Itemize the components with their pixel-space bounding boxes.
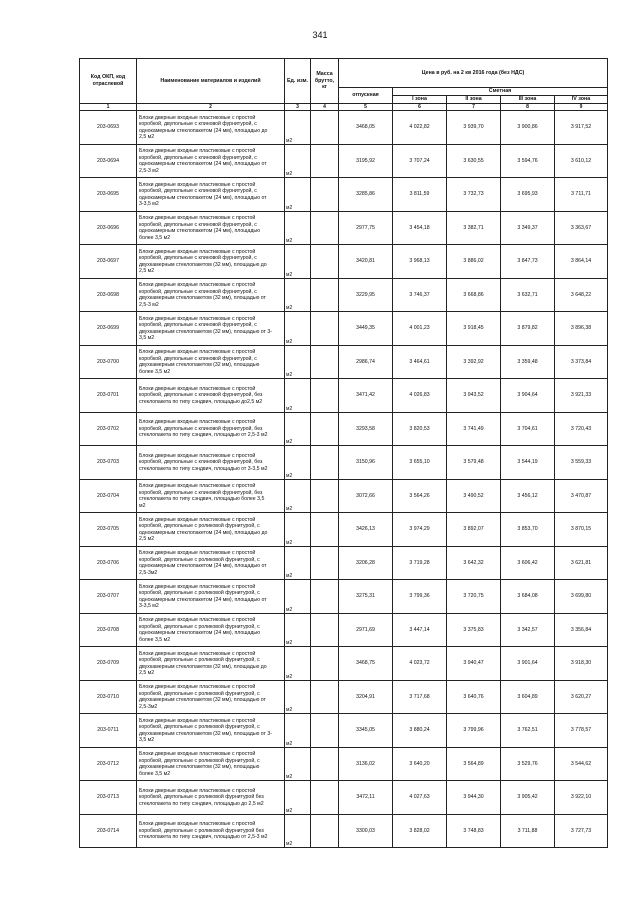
row-price-otpusk: 2971,69	[339, 613, 393, 647]
row-price-zone-4: 3 610,12	[555, 144, 608, 178]
row-unit: м2	[285, 278, 311, 312]
row-code: 203-0709	[80, 647, 137, 681]
row-price-zone-3: 3 695,93	[501, 178, 555, 212]
row-mass	[311, 211, 339, 245]
row-price-zone-1: 3 828,02	[393, 814, 447, 848]
row-price-zone-4: 3 918,30	[555, 647, 608, 681]
row-price-zone-3: 3 711,88	[501, 814, 555, 848]
row-name: Блоки дверные входные пластиковые с простой коробкой, двупольные с роликовой фурнитурой, с двухкамерным стеклопакетом (32 мм), площадью до 2,5 м2	[137, 647, 285, 681]
row-price-zone-4: 3 711,71	[555, 178, 608, 212]
table-row	[80, 278, 608, 312]
row-price-zone-1: 3 719,28	[393, 546, 447, 580]
row-price-zone-1: 3 799,36	[393, 580, 447, 614]
row-unit: м2	[285, 781, 311, 815]
row-price-otpusk: 3229,95	[339, 278, 393, 312]
row-price-zone-3: 3 900,86	[501, 111, 555, 145]
row-name: Блоки дверные входные пластиковые с простой коробкой, двупольные с роликовой фурнитурой, с двухкамерным стеклопакетом (32 мм), площадью от 3-3,5 м2	[137, 714, 285, 748]
row-mass	[311, 647, 339, 681]
row-price-zone-3: 3 594,76	[501, 144, 555, 178]
row-price-zone-1: 4 022,82	[393, 111, 447, 145]
row-price-otpusk: 2977,75	[339, 211, 393, 245]
row-name: Блоки дверные входные пластиковые с простой коробкой, двупольные с клиновой фурнитурой, без стеклопакета по типу сэндвич, площадью от 3-3,5 м2	[137, 446, 285, 480]
row-mass	[311, 680, 339, 714]
row-price-zone-2: 3 918,45	[447, 312, 501, 346]
row-unit: м2	[285, 613, 311, 647]
row-price-otpusk: 3472,11	[339, 781, 393, 815]
row-unit: м2	[285, 111, 311, 145]
row-price-zone-4: 3 922,10	[555, 781, 608, 815]
row-price-zone-1: 3 811,59	[393, 178, 447, 212]
table-row	[80, 211, 608, 245]
row-price-zone-4: 3 363,67	[555, 211, 608, 245]
table-row	[80, 379, 608, 413]
table-row	[80, 781, 608, 815]
row-name: Блоки дверные входные пластиковые с простой коробкой, двупольные с роликовой фурнитурой без стеклопакета по типу сэндвич, площадью до 2,5 м2	[137, 781, 285, 815]
row-price-zone-4: 3 470,87	[555, 479, 608, 513]
row-code: 203-0694	[80, 144, 137, 178]
table-row	[80, 647, 608, 681]
row-price-otpusk: 2986,74	[339, 345, 393, 379]
row-price-zone-1: 3 564,26	[393, 479, 447, 513]
row-price-zone-2: 3 741,49	[447, 412, 501, 446]
row-name: Блоки дверные входные пластиковые с простой коробкой, двупольные с клиновой фурнитурой, с двухкамерным стеклопакетом (32 мм), площадью от 3-3,5 м2	[137, 312, 285, 346]
row-name: Блоки дверные входные пластиковые с простой коробкой, двупольные с клиновой фурнитурой, с однокамерным стеклопакетом (24 мм), площадью от 3-3,5 м2	[137, 178, 285, 212]
row-name: Блоки дверные входные пластиковые с простой коробкой, двупольные с клиновой фурнитурой, с однокамерным стеклопакетом (24 мм), площадью более 3,5 м2	[137, 211, 285, 245]
header-price-group: Цена в руб. на 2 кв 2016 года (без НДС)	[339, 59, 608, 88]
row-price-zone-1: 3 717,68	[393, 680, 447, 714]
row-mass	[311, 513, 339, 547]
column-number: 9	[555, 104, 608, 111]
row-price-zone-2: 3 392,92	[447, 345, 501, 379]
row-code: 203-0699	[80, 312, 137, 346]
row-unit: м2	[285, 446, 311, 480]
row-unit: м2	[285, 144, 311, 178]
row-price-zone-4: 3 778,57	[555, 714, 608, 748]
row-code: 203-0714	[80, 814, 137, 848]
row-mass	[311, 111, 339, 145]
row-price-zone-1: 3 974,29	[393, 513, 447, 547]
row-price-zone-1: 3 447,14	[393, 613, 447, 647]
row-price-zone-3: 3 349,37	[501, 211, 555, 245]
row-price-otpusk: 3275,31	[339, 580, 393, 614]
row-price-zone-3: 3 632,71	[501, 278, 555, 312]
row-code: 203-0712	[80, 747, 137, 781]
row-price-zone-3: 3 704,61	[501, 412, 555, 446]
column-number: 2	[137, 104, 285, 111]
row-price-zone-4: 3 864,14	[555, 245, 608, 279]
row-price-zone-2: 3 732,73	[447, 178, 501, 212]
header-name: Наименование материалов и изделий	[137, 59, 285, 104]
row-price-zone-1: 4 026,83	[393, 379, 447, 413]
row-unit: м2	[285, 345, 311, 379]
row-name: Блоки дверные входные пластиковые с простой коробкой, двупольные с роликовой фурнитурой, с однокамерным стеклопакетом (24 мм), площадью более 3,5 м2	[137, 613, 285, 647]
row-mass	[311, 814, 339, 848]
row-unit: м2	[285, 412, 311, 446]
row-price-zone-3: 3 901,64	[501, 647, 555, 681]
row-mass	[311, 546, 339, 580]
row-mass	[311, 479, 339, 513]
row-price-zone-3: 3 879,82	[501, 312, 555, 346]
row-name: Блоки дверные входные пластиковые с простой коробкой, двупольные с роликовой фурнитурой, с двухкамерным стеклопакетом (32 мм), площадью более 3,5 м2	[137, 747, 285, 781]
row-price-zone-1: 3 640,20	[393, 747, 447, 781]
row-code: 203-0706	[80, 546, 137, 580]
row-name: Блоки дверные входные пластиковые с простой коробкой, двупольные с клиновой фурнитурой, с однокамерным стеклопакетом (24 мм), площадью до 2,5 м2	[137, 111, 285, 145]
table-row	[80, 814, 608, 848]
row-name: Блоки дверные входные пластиковые с простой коробкой, двупольные с клиновой фурнитурой, с двухкамерным стеклопакетом (32 мм), площадью от 2,5-3 м2	[137, 278, 285, 312]
column-number: 8	[501, 104, 555, 111]
row-mass	[311, 412, 339, 446]
price-table	[79, 58, 608, 848]
row-price-zone-4: 3 620,27	[555, 680, 608, 714]
column-number: 5	[339, 104, 393, 111]
row-price-zone-3: 3 905,42	[501, 781, 555, 815]
column-number: 1	[80, 104, 137, 111]
row-price-otpusk: 3206,28	[339, 546, 393, 580]
header-otpusk: отпускная	[339, 88, 393, 104]
row-code: 203-0708	[80, 613, 137, 647]
row-price-zone-3: 3 342,57	[501, 613, 555, 647]
row-code: 203-0698	[80, 278, 137, 312]
row-price-zone-1: 3 454,18	[393, 211, 447, 245]
row-mass	[311, 178, 339, 212]
row-price-otpusk: 3204,91	[339, 680, 393, 714]
column-number: 7	[447, 104, 501, 111]
row-unit: м2	[285, 580, 311, 614]
header-zone-2: II зона	[447, 96, 501, 104]
table-row	[80, 613, 608, 647]
row-price-zone-1: 3 707,24	[393, 144, 447, 178]
row-price-zone-2: 3 892,07	[447, 513, 501, 547]
row-price-zone-4: 3 356,84	[555, 613, 608, 647]
table-row	[80, 546, 608, 580]
row-price-otpusk: 3420,81	[339, 245, 393, 279]
table-row	[80, 345, 608, 379]
row-price-otpusk: 3285,86	[339, 178, 393, 212]
table-row	[80, 580, 608, 614]
column-number: 3	[285, 104, 311, 111]
row-unit: м2	[285, 647, 311, 681]
row-name: Блоки дверные входные пластиковые с простой коробкой, двупольные с роликовой фурнитурой без стеклопакета по типу сэндвич, площадью от 2,5-3 м2	[137, 814, 285, 848]
row-price-otpusk: 3468,05	[339, 111, 393, 145]
table-row	[80, 144, 608, 178]
row-price-otpusk: 3293,58	[339, 412, 393, 446]
row-name: Блоки дверные входные пластиковые с простой коробкой, двупольные с клиновой фурнитурой, с двухкамерным стеклопакетом (32 мм), площадью более 3,5 м2	[137, 345, 285, 379]
row-code: 203-0701	[80, 379, 137, 413]
row-unit: м2	[285, 747, 311, 781]
row-price-zone-2: 3 642,32	[447, 546, 501, 580]
row-price-otpusk: 3300,03	[339, 814, 393, 848]
row-name: Блоки дверные входные пластиковые с простой коробкой, двупольные с роликовой фурнитурой, с двухкамерным стеклопакетом (32 мм), площадью от 2,5-3м2	[137, 680, 285, 714]
row-price-otpusk: 3136,02	[339, 747, 393, 781]
row-name: Блоки дверные входные пластиковые с простой коробкой, двупольные с клиновой фурнитурой, с однокамерным стеклопакетом (24 мм), площадью от 2,5-3 м2	[137, 144, 285, 178]
row-price-otpusk: 3072,66	[339, 479, 393, 513]
row-mass	[311, 278, 339, 312]
row-price-otpusk: 3426,13	[339, 513, 393, 547]
table-row	[80, 513, 608, 547]
row-price-otpusk: 3150,96	[339, 446, 393, 480]
table-row	[80, 412, 608, 446]
column-number: 6	[393, 104, 447, 111]
column-number: 4	[311, 104, 339, 111]
table-row	[80, 714, 608, 748]
row-mass	[311, 245, 339, 279]
row-mass	[311, 144, 339, 178]
row-unit: м2	[285, 379, 311, 413]
row-price-zone-3: 3 853,70	[501, 513, 555, 547]
header-unit: Ед. изм.	[285, 59, 311, 104]
table-row	[80, 312, 608, 346]
row-price-zone-4: 3 621,81	[555, 546, 608, 580]
row-unit: м2	[285, 680, 311, 714]
row-code: 203-0707	[80, 580, 137, 614]
row-unit: м2	[285, 178, 311, 212]
row-price-zone-3: 3 684,08	[501, 580, 555, 614]
table-row	[80, 680, 608, 714]
row-code: 203-0697	[80, 245, 137, 279]
row-price-zone-2: 3 375,83	[447, 613, 501, 647]
row-price-zone-3: 3 604,89	[501, 680, 555, 714]
table-row	[80, 178, 608, 212]
row-code: 203-0705	[80, 513, 137, 547]
row-price-zone-3: 3 529,76	[501, 747, 555, 781]
row-name: Блоки дверные входные пластиковые с простой коробкой, двупольные с клиновой фурнитурой, без стеклопакета по типу сэндвич, площадью от 2,5-3 м2	[137, 412, 285, 446]
header-mass: Масса брутто, кг	[311, 59, 339, 104]
row-price-zone-4: 3 896,38	[555, 312, 608, 346]
row-price-zone-1: 3 880,24	[393, 714, 447, 748]
table-row	[80, 446, 608, 480]
header-zone-4: IV зона	[555, 96, 608, 104]
row-price-otpusk: 3449,35	[339, 312, 393, 346]
row-mass	[311, 781, 339, 815]
row-price-zone-4: 3 727,73	[555, 814, 608, 848]
row-price-zone-4: 3 373,84	[555, 345, 608, 379]
row-mass	[311, 580, 339, 614]
header-zone-3: III зона	[501, 96, 555, 104]
row-code: 203-0702	[80, 412, 137, 446]
row-price-otpusk: 3345,05	[339, 714, 393, 748]
row-name: Блоки дверные входные пластиковые с простой коробкой, двупольные с роликовой фурнитурой, с однокамерным стеклопакетом (24 мм), площадью от 3-3,5 м2	[137, 580, 285, 614]
row-price-zone-4: 3 699,80	[555, 580, 608, 614]
row-code: 203-0695	[80, 178, 137, 212]
row-price-zone-3: 3 456,12	[501, 479, 555, 513]
row-price-zone-2: 3 564,89	[447, 747, 501, 781]
row-unit: м2	[285, 513, 311, 547]
row-unit: м2	[285, 312, 311, 346]
row-code: 203-0704	[80, 479, 137, 513]
row-price-zone-3: 3 544,19	[501, 446, 555, 480]
row-price-zone-1: 4 023,72	[393, 647, 447, 681]
row-price-zone-2: 3 943,52	[447, 379, 501, 413]
row-price-zone-2: 3 799,96	[447, 714, 501, 748]
row-price-zone-4: 3 917,52	[555, 111, 608, 145]
row-price-otpusk: 3195,92	[339, 144, 393, 178]
header-smetnaya: Сметная	[393, 88, 608, 96]
row-price-zone-2: 3 720,75	[447, 580, 501, 614]
row-name: Блоки дверные входные пластиковые с простой коробкой, двупольные с клиновой фурнитурой, без стеклопакета по типу сэндвич, площадью до2,5 м2	[137, 379, 285, 413]
row-code: 203-0703	[80, 446, 137, 480]
row-code: 203-0700	[80, 345, 137, 379]
row-code: 203-0693	[80, 111, 137, 145]
row-price-zone-2: 3 630,55	[447, 144, 501, 178]
row-price-zone-1: 3 655,10	[393, 446, 447, 480]
row-price-zone-3: 3 762,51	[501, 714, 555, 748]
row-price-zone-4: 3 921,33	[555, 379, 608, 413]
row-code: 203-0710	[80, 680, 137, 714]
row-price-zone-2: 3 940,47	[447, 647, 501, 681]
row-unit: м2	[285, 245, 311, 279]
table-row	[80, 111, 608, 145]
row-mass	[311, 446, 339, 480]
row-price-otpusk: 3468,75	[339, 647, 393, 681]
header-zone-1: I зона	[393, 96, 447, 104]
row-price-zone-2: 3 490,52	[447, 479, 501, 513]
row-price-zone-3: 3 606,42	[501, 546, 555, 580]
table-row	[80, 747, 608, 781]
row-price-zone-4: 3 648,22	[555, 278, 608, 312]
row-price-zone-2: 3 579,48	[447, 446, 501, 480]
header-code: Код ОКП, код отраслевой	[80, 59, 137, 104]
row-price-zone-2: 3 640,76	[447, 680, 501, 714]
row-price-zone-2: 3 944,30	[447, 781, 501, 815]
row-price-zone-1: 4 027,63	[393, 781, 447, 815]
row-name: Блоки дверные входные пластиковые с простой коробкой, двупольные с роликовой фурнитурой, с однокамерным стеклопакетом (24 мм), площадью до 2,5 м2	[137, 513, 285, 547]
row-name: Блоки дверные входные пластиковые с простой коробкой, двупольные с клиновой фурнитурой, без стеклопакета по типу сэндвич, площадью более 3,5 м2	[137, 479, 285, 513]
row-mass	[311, 714, 339, 748]
row-price-zone-4: 3 870,15	[555, 513, 608, 547]
row-price-zone-1: 3 746,37	[393, 278, 447, 312]
row-price-zone-2: 3 939,70	[447, 111, 501, 145]
row-price-zone-4: 3 720,43	[555, 412, 608, 446]
row-price-zone-3: 3 904,64	[501, 379, 555, 413]
row-price-zone-2: 3 382,71	[447, 211, 501, 245]
row-price-zone-3: 3 847,73	[501, 245, 555, 279]
row-unit: м2	[285, 211, 311, 245]
row-mass	[311, 379, 339, 413]
row-code: 203-0713	[80, 781, 137, 815]
page-number: 341	[312, 30, 328, 40]
row-mass	[311, 312, 339, 346]
row-unit: м2	[285, 546, 311, 580]
row-price-zone-1: 3 464,61	[393, 345, 447, 379]
row-price-zone-2: 3 668,86	[447, 278, 501, 312]
row-name: Блоки дверные входные пластиковые с простой коробкой, двупольные с роликовой фурнитурой, с однокамерным стеклопакетом (24 мм), площадью от 2,5-3м2	[137, 546, 285, 580]
row-mass	[311, 345, 339, 379]
column-number-row	[80, 104, 608, 111]
row-code: 203-0711	[80, 714, 137, 748]
row-mass	[311, 613, 339, 647]
row-price-zone-4: 3 544,62	[555, 747, 608, 781]
row-name: Блоки дверные входные пластиковые с простой коробкой, двупольные с клиновой фурнитурой, с двухкамерным стеклопакетом (32 мм), площадью до 2,5 м2	[137, 245, 285, 279]
row-price-zone-2: 3 748,83	[447, 814, 501, 848]
row-price-zone-1: 3 968,13	[393, 245, 447, 279]
table-row	[80, 479, 608, 513]
row-price-zone-4: 3 559,33	[555, 446, 608, 480]
row-price-zone-1: 3 820,53	[393, 412, 447, 446]
row-unit: м2	[285, 814, 311, 848]
row-price-zone-1: 4 001,23	[393, 312, 447, 346]
row-code: 203-0696	[80, 211, 137, 245]
table-row	[80, 245, 608, 279]
row-unit: м2	[285, 479, 311, 513]
row-price-zone-3: 3 359,48	[501, 345, 555, 379]
row-price-otpusk: 3471,42	[339, 379, 393, 413]
row-unit: м2	[285, 714, 311, 748]
row-price-zone-2: 3 886,02	[447, 245, 501, 279]
row-mass	[311, 747, 339, 781]
